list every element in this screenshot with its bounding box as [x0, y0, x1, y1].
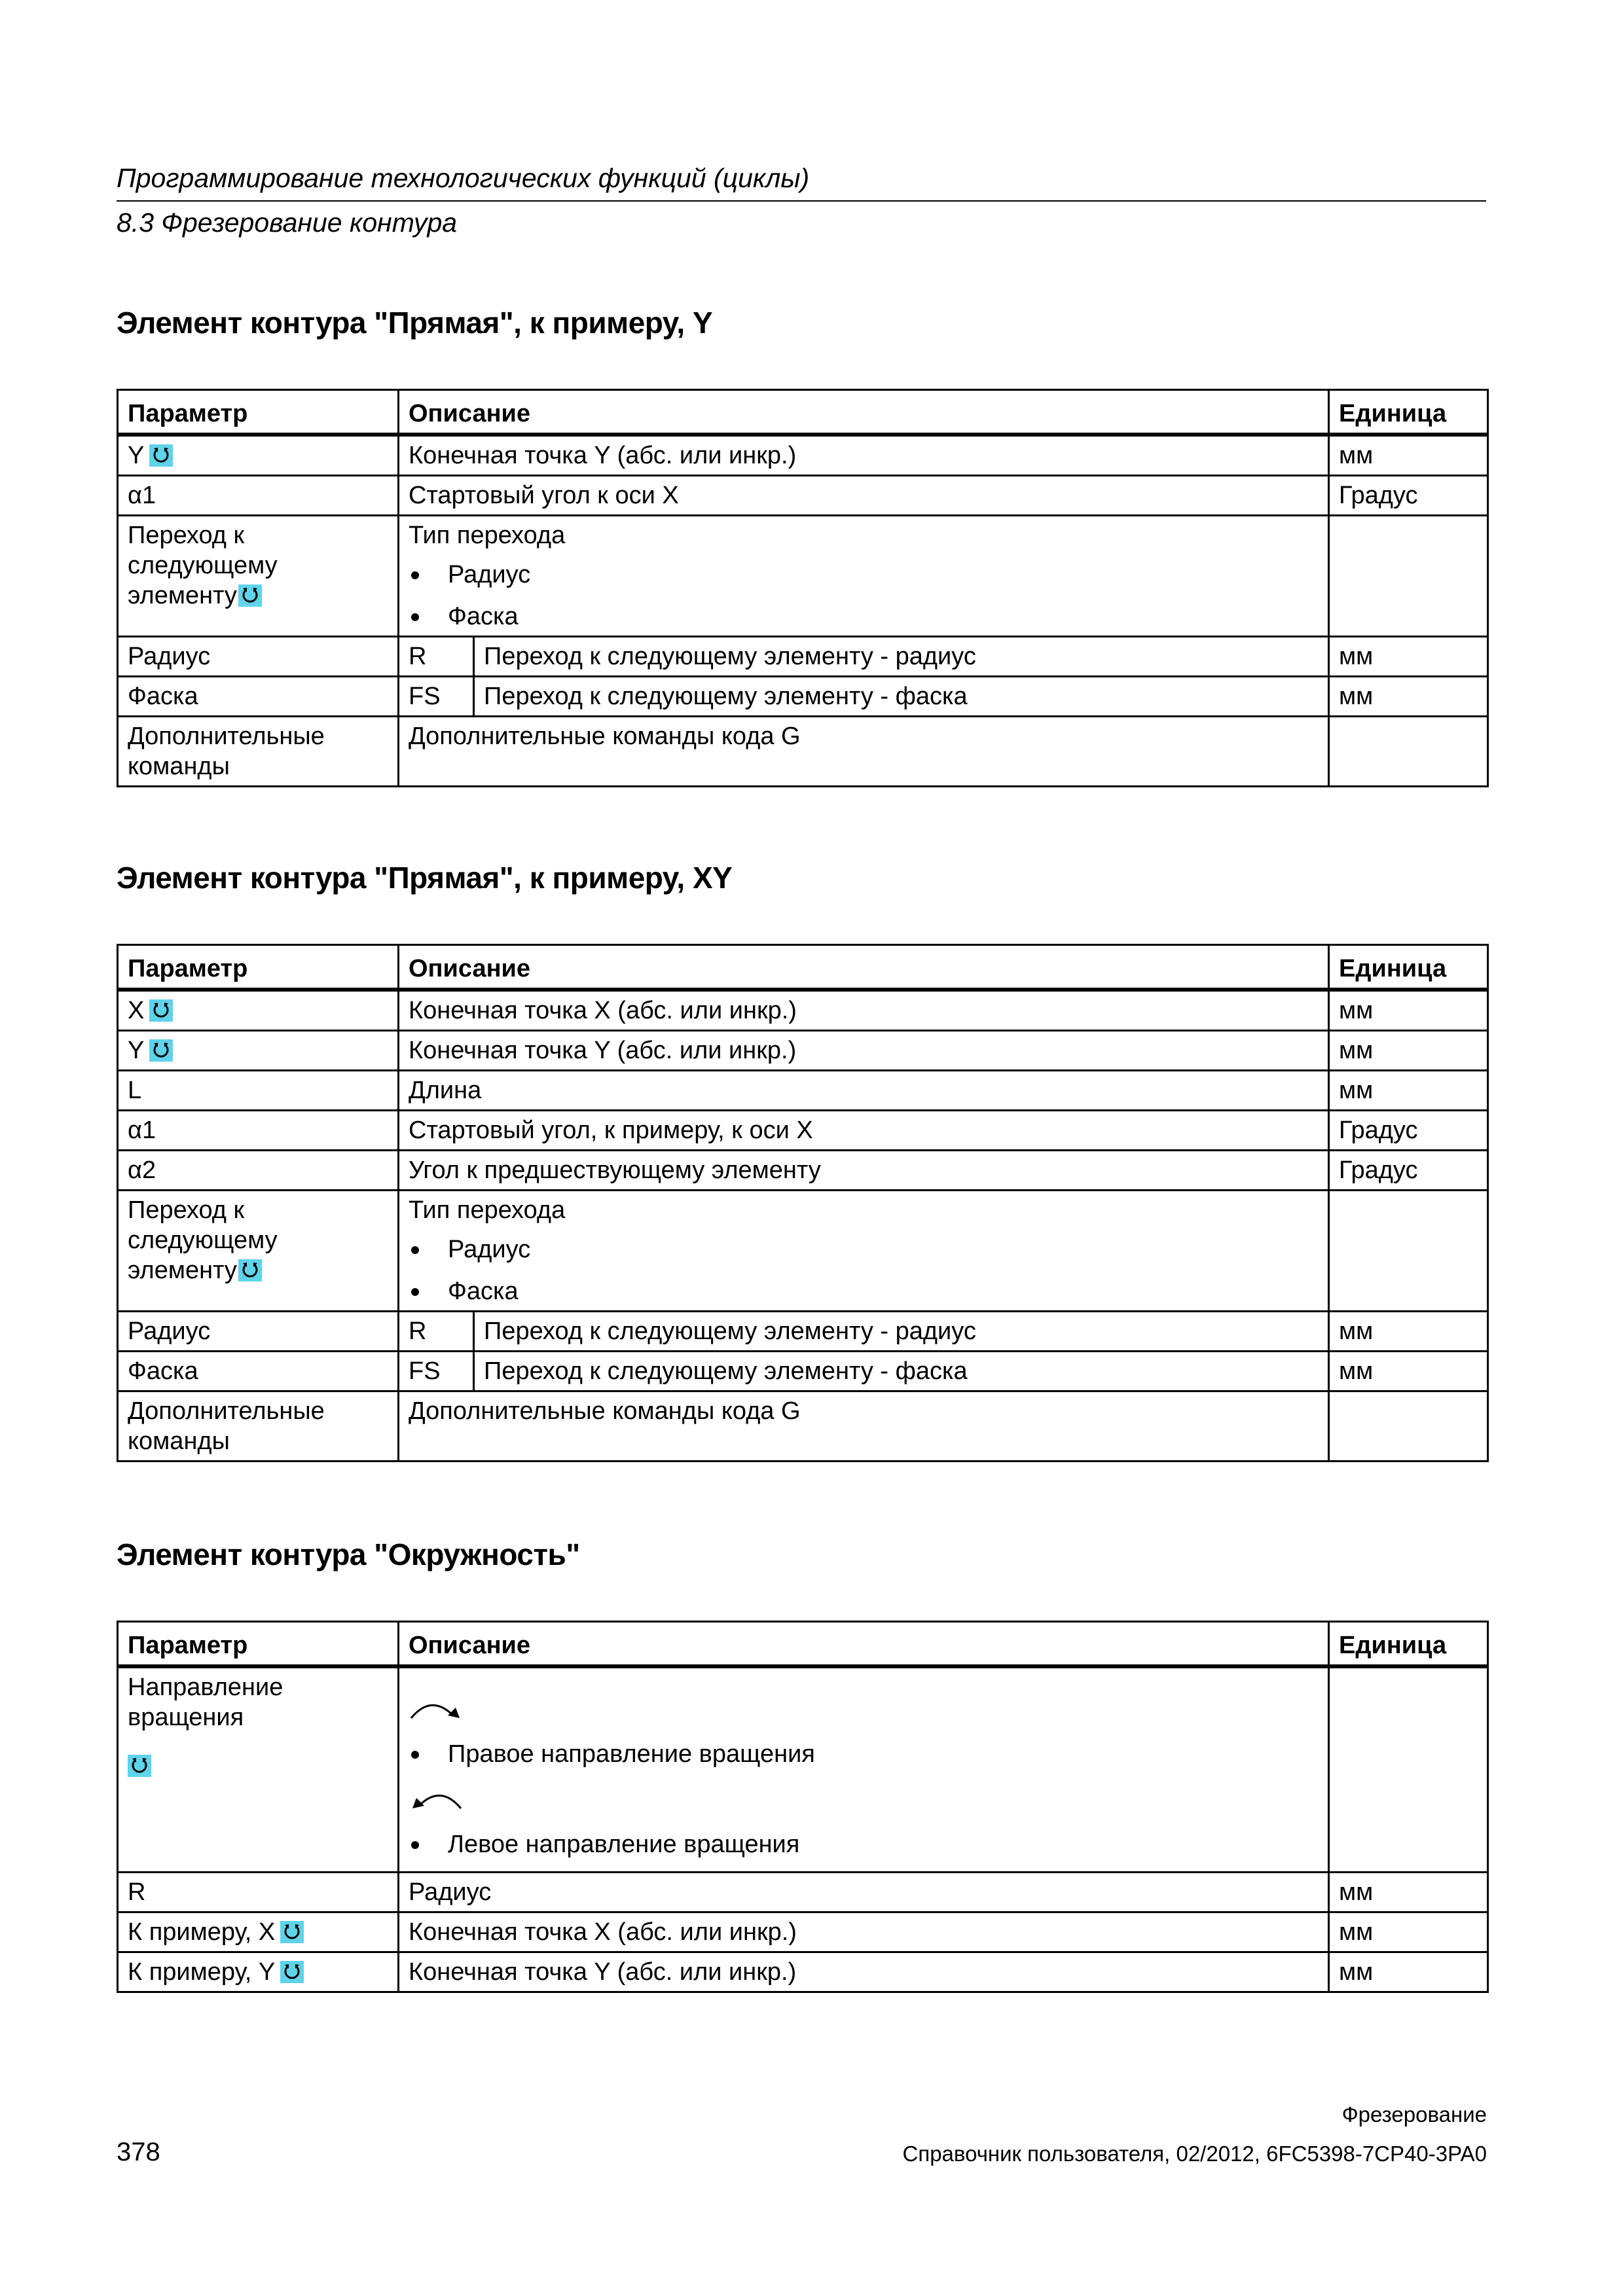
desc-cell: Конечная точка Y (абс. или инкр.) — [399, 1031, 1329, 1071]
list-item: Фаска — [409, 601, 1319, 632]
table-header-row — [118, 390, 1488, 435]
param-cell: L — [118, 1071, 399, 1111]
param-label: К примеру, X — [128, 1918, 276, 1946]
col-header-param: Параметр — [118, 1622, 399, 1667]
param-cell: Дополнительные команды — [118, 717, 399, 787]
code-cell: R — [399, 637, 474, 677]
col-header-param: Параметр — [118, 945, 399, 990]
section-title: 8.3 Фрезерование контура — [117, 207, 458, 238]
param-cell: Фаска — [118, 1352, 399, 1391]
param-label: Y — [128, 1037, 145, 1064]
table-row — [118, 1873, 1488, 1912]
table-row — [118, 1912, 1488, 1952]
unit-cell: Градус — [1329, 476, 1488, 516]
param-cell: Фаска — [118, 677, 399, 717]
unit-cell: мм — [1329, 1071, 1488, 1111]
bullet-list — [409, 1739, 1319, 1769]
list-item: Правое направление вращения — [409, 1739, 1319, 1769]
unit-cell: мм — [1329, 1873, 1488, 1912]
list-item: Фаска — [409, 1276, 1319, 1306]
select-toggle-icon[interactable] — [149, 999, 173, 1022]
unit-cell: мм — [1329, 435, 1488, 476]
table-row — [118, 717, 1488, 787]
unit-cell: мм — [1329, 1912, 1488, 1952]
param-cell — [118, 1912, 399, 1952]
desc-cell — [399, 1666, 1329, 1873]
desc-cell: Конечная точка X (абс. или инкр.) — [399, 1912, 1329, 1952]
param-table-circle — [117, 1621, 1489, 1993]
table-row — [118, 435, 1488, 476]
col-header-unit: Единица — [1329, 945, 1488, 990]
table-row — [118, 1031, 1488, 1071]
unit-cell: мм — [1329, 637, 1488, 677]
param-cell — [118, 516, 399, 637]
table-row — [118, 1352, 1488, 1391]
select-toggle-icon[interactable] — [280, 1961, 304, 1983]
select-toggle-icon[interactable] — [280, 1921, 304, 1943]
unit-cell: мм — [1329, 1352, 1488, 1391]
unit-cell: Градус — [1329, 1111, 1488, 1151]
desc-cell: Дополнительные команды кода G — [399, 717, 1329, 787]
list-item: Радиус — [409, 1234, 1319, 1265]
param-label: К примеру, Y — [128, 1958, 276, 1986]
param-cell — [118, 435, 399, 476]
param-cell — [118, 990, 399, 1031]
chapter-title: Программирование технологических функций (циклы) — [117, 163, 810, 193]
desc-cell: Стартовый угол к оси X — [399, 476, 1329, 516]
section-heading-circle: Элемент контура "Окружность" — [117, 1537, 580, 1571]
table-row — [118, 476, 1488, 516]
table-row — [118, 1952, 1488, 1992]
param-table-line-xy — [117, 944, 1489, 1462]
param-label: Переход к следующему элементу — [128, 522, 278, 609]
table-header-row — [118, 1622, 1488, 1667]
param-cell: α2 — [118, 1151, 399, 1191]
col-header-desc: Описание — [399, 945, 1329, 990]
bullet-list — [409, 560, 1319, 632]
desc-cell: Длина — [399, 1071, 1329, 1111]
list-item: Радиус — [409, 560, 1319, 590]
table-row — [118, 1071, 1488, 1111]
param-cell — [118, 1191, 399, 1312]
param-cell: Радиус — [118, 1312, 399, 1352]
header-rule — [117, 200, 1486, 202]
code-cell: R — [399, 1312, 474, 1352]
unit-cell: Градус — [1329, 1151, 1488, 1191]
col-header-desc: Описание — [399, 1622, 1329, 1667]
unit-cell — [1329, 717, 1488, 787]
desc-cell: Стартовый угол, к примеру, к оси X — [399, 1111, 1329, 1151]
desc-text: Тип перехода — [409, 522, 566, 549]
table-row — [118, 1151, 1488, 1191]
desc-cell: Переход к следующему элементу - фаска — [474, 677, 1329, 717]
select-toggle-icon[interactable] — [128, 1755, 151, 1777]
table-row — [118, 1666, 1488, 1873]
table-row — [118, 637, 1488, 677]
desc-cell: Конечная точка X (абс. или инкр.) — [399, 990, 1329, 1031]
param-cell: Дополнительные команды — [118, 1391, 399, 1462]
table-row — [118, 1111, 1488, 1151]
section-heading-line-xy: Элемент контура "Прямая", к примеру, XY — [117, 861, 733, 895]
table-row — [118, 1191, 1488, 1312]
unit-cell: мм — [1329, 1031, 1488, 1071]
desc-cell: Дополнительные команды кода G — [399, 1391, 1329, 1462]
param-cell: R — [118, 1873, 399, 1912]
desc-cell: Конечная точка Y (абс. или инкр.) — [399, 435, 1329, 476]
desc-cell — [399, 516, 1329, 637]
unit-cell: мм — [1329, 990, 1488, 1031]
unit-cell — [1329, 1666, 1488, 1873]
param-table-line-y — [117, 389, 1489, 787]
select-toggle-icon[interactable] — [149, 1039, 173, 1062]
page-number: 378 — [117, 2138, 160, 2166]
select-toggle-icon[interactable] — [149, 444, 173, 467]
select-toggle-icon[interactable] — [238, 1259, 262, 1282]
bullet-list — [409, 1829, 1319, 1859]
bullet-list — [409, 1234, 1319, 1306]
table-row — [118, 1391, 1488, 1462]
param-cell — [118, 1031, 399, 1071]
desc-cell: Переход к следующему элементу - фаска — [474, 1352, 1329, 1391]
col-header-desc: Описание — [399, 390, 1329, 435]
unit-cell: мм — [1329, 1952, 1488, 1992]
code-cell: FS — [399, 1352, 474, 1391]
select-toggle-icon[interactable] — [238, 584, 262, 607]
param-cell — [118, 1666, 399, 1873]
param-cell: α1 — [118, 1111, 399, 1151]
table-header-row — [118, 945, 1488, 990]
footer-book-title: Фрезерование — [1341, 2102, 1487, 2126]
desc-cell: Конечная точка Y (абс. или инкр.) — [399, 1952, 1329, 1992]
param-label: Y — [128, 442, 145, 469]
param-label: X — [128, 997, 145, 1024]
counterclockwise-arc-icon — [409, 1789, 464, 1815]
table-row — [118, 677, 1488, 717]
section-heading-line-y: Элемент контура "Прямая", к примеру, Y — [117, 306, 713, 340]
desc-cell — [399, 1191, 1329, 1312]
code-cell: FS — [399, 677, 474, 717]
unit-cell — [1329, 1391, 1488, 1462]
param-cell: α1 — [118, 476, 399, 516]
desc-cell: Переход к следующему элементу - радиус — [474, 1312, 1329, 1352]
col-header-unit: Единица — [1329, 1622, 1488, 1667]
footer-manual-info: Справочник пользователя, 02/2012, 6FC5398-7CP40-3PA0 — [902, 2142, 1487, 2166]
desc-cell: Угол к предшествующему элементу — [399, 1151, 1329, 1191]
desc-cell: Переход к следующему элементу - радиус — [474, 637, 1329, 677]
unit-cell — [1329, 516, 1488, 637]
desc-cell: Радиус — [399, 1873, 1329, 1912]
table-row — [118, 1312, 1488, 1352]
table-row — [118, 990, 1488, 1031]
param-label: Переход к следующему элементу — [128, 1196, 278, 1284]
clockwise-arc-icon — [409, 1698, 464, 1725]
param-cell: Радиус — [118, 637, 399, 677]
unit-cell — [1329, 1191, 1488, 1312]
col-header-param: Параметр — [118, 390, 399, 435]
col-header-unit: Единица — [1329, 390, 1488, 435]
unit-cell: мм — [1329, 1312, 1488, 1352]
param-cell — [118, 1952, 399, 1992]
table-row — [118, 516, 1488, 637]
list-item: Левое направление вращения — [409, 1829, 1319, 1859]
unit-cell: мм — [1329, 677, 1488, 717]
param-label: Направление вращения — [128, 1674, 283, 1731]
desc-text: Тип перехода — [409, 1196, 566, 1224]
